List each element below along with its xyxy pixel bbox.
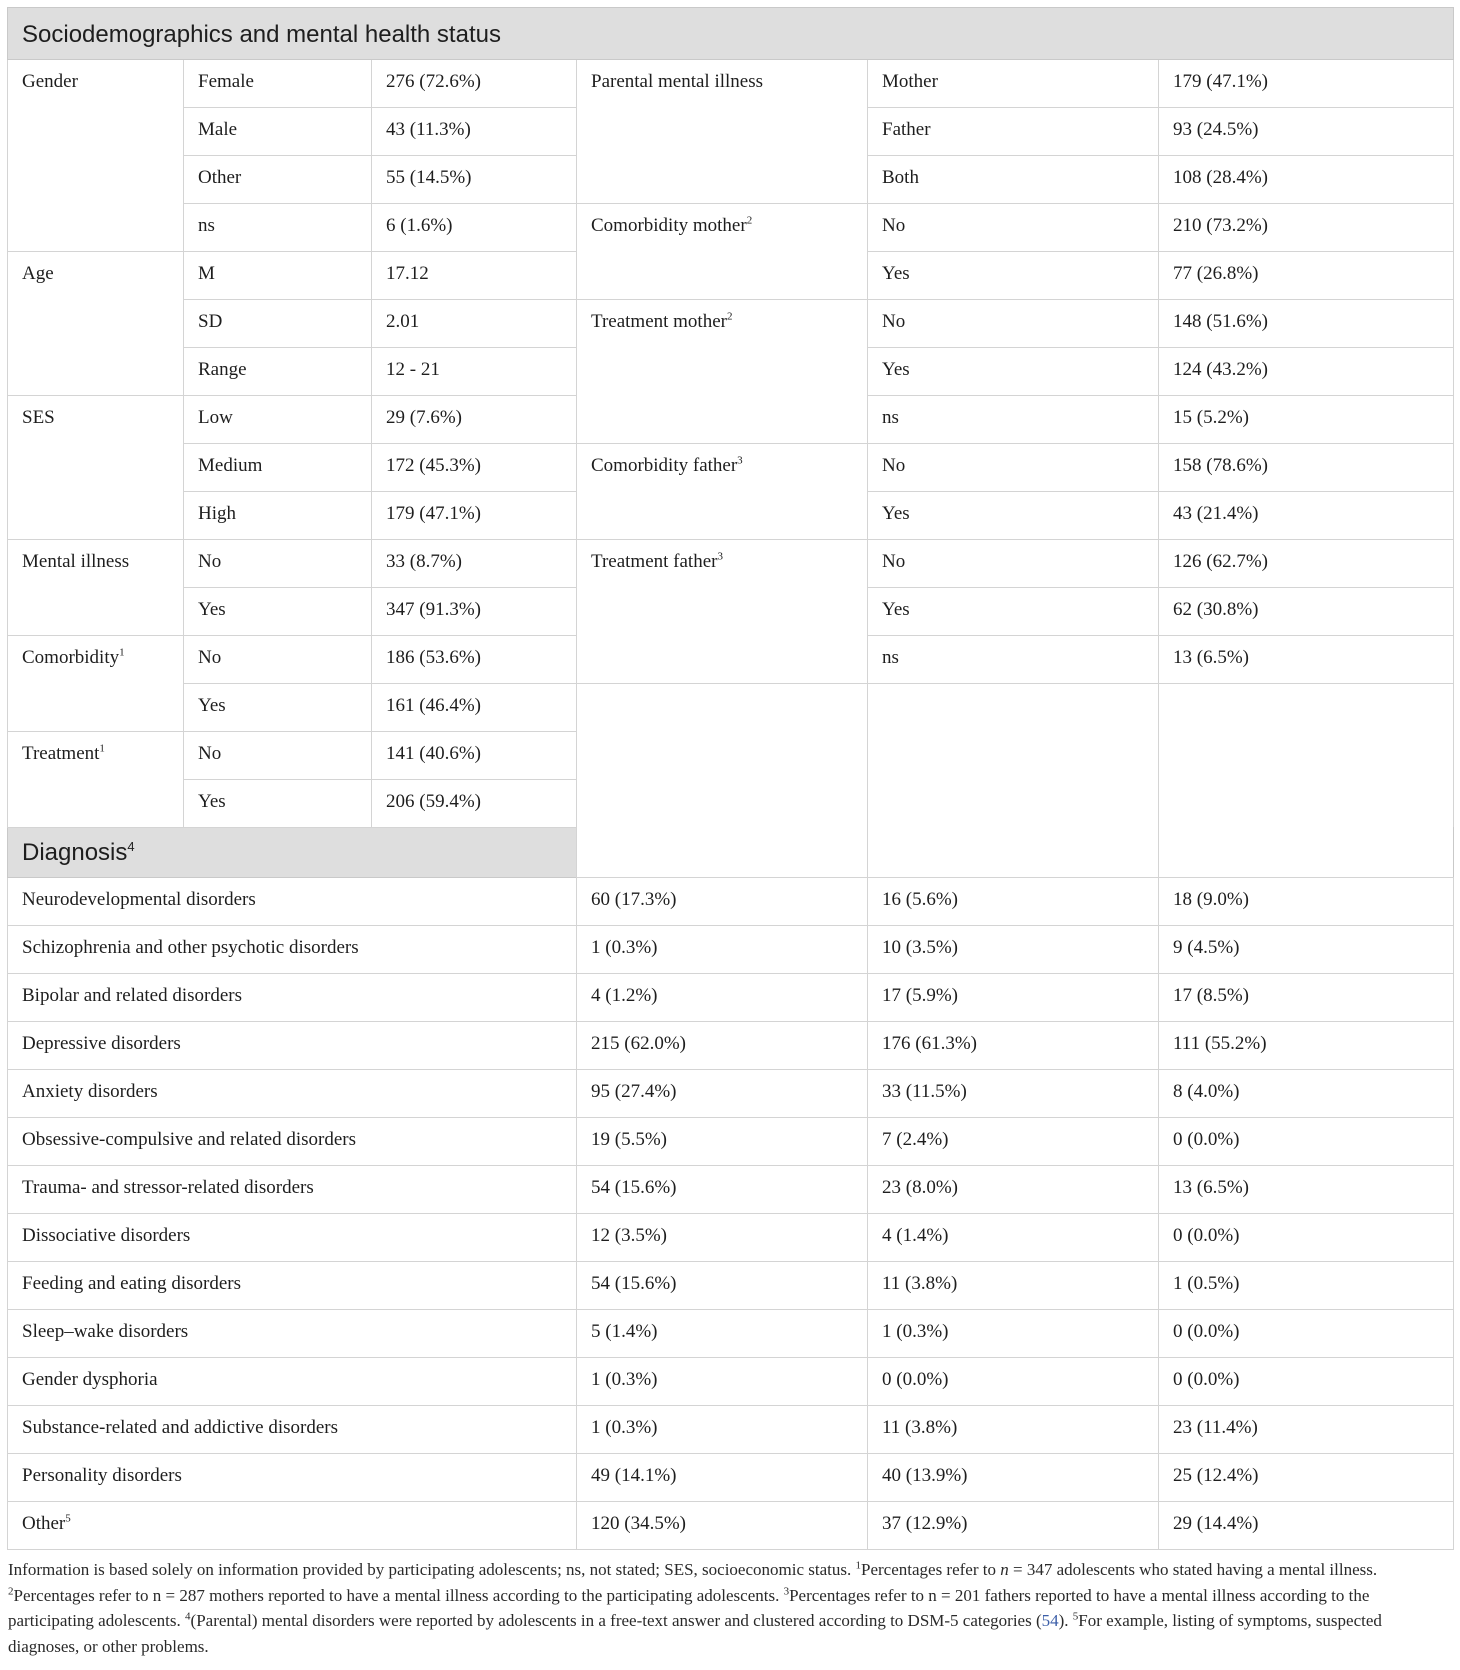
diagnosis-name: Schizophrenia and other psychotic disorders: [8, 926, 577, 974]
diagnosis-fathers-value: 111 (55.2%): [1159, 1022, 1454, 1070]
row-category: No: [868, 540, 1159, 588]
diagnosis-row: [8, 1454, 1454, 1502]
diagnosis-row: [8, 1406, 1454, 1454]
diagnosis-adolescents-value: 1 (0.3%): [577, 1406, 868, 1454]
table-footnote: Information is based solely on information provided by participating adolescents; ns, not stated; SES, socioeconomic status. $^1$Percentages refer to n = 347 adolescents who stated having a mental illness. $^2$Percentages refer to n = 287 mothers reported to have a mental illness according to the participating adolescents. $^3$Percentages refer to n = 201 fathers reported to have a mental illness according to the participating adolescents. $^4$(Parental) mental disorders were reported by adolescents in a free-text answer and clustered according to DSM-5 categories (54). $^5$For example, listing of symptoms, suspected diagnoses, or other problems.: [8, 1559, 1382, 1656]
row-value: 172 (45.3%): [372, 444, 577, 492]
row-value: 179 (47.1%): [372, 492, 577, 540]
table-row: [8, 444, 1454, 492]
diagnosis-fathers-value: 1 (0.5%): [1159, 1262, 1454, 1310]
sociodemographics-table: [7, 7, 1454, 1550]
row-value: 126 (62.7%): [1159, 540, 1454, 588]
row-category: No: [184, 732, 372, 780]
document: [7, 7, 1453, 1659]
row-value: 15 (5.2%): [1159, 396, 1454, 444]
row-category: Yes: [868, 252, 1159, 300]
diagnosis-mothers-value: 176 (61.3%): [868, 1022, 1159, 1070]
row-value: 12 - 21: [372, 348, 577, 396]
diagnosis-row: [8, 1166, 1454, 1214]
diagnosis-fathers-value: 13 (6.5%): [1159, 1166, 1454, 1214]
diagnosis-name: Obsessive-compulsive and related disorders: [8, 1118, 577, 1166]
row-category: Yes: [868, 492, 1159, 540]
diagnosis-mothers-value: 37 (12.9%): [868, 1502, 1159, 1550]
row-value: 179 (47.1%): [1159, 60, 1454, 108]
diagnosis-adolescents-value: 5 (1.4%): [577, 1310, 868, 1358]
diagnosis-name: Substance-related and addictive disorders: [8, 1406, 577, 1454]
row-value: 206 (59.4%): [372, 780, 577, 828]
row-category: Range: [184, 348, 372, 396]
diagnosis-mothers-value: 0 (0.0%): [868, 1358, 1159, 1406]
table-title-row: [8, 8, 1454, 60]
row-category: ns: [868, 636, 1159, 684]
diagnosis-fathers-value: 18 (9.0%): [1159, 878, 1454, 926]
row-category: No: [184, 636, 372, 684]
diagnosis-mothers-value: 11 (3.8%): [868, 1262, 1159, 1310]
diagnosis-fathers-value: 9 (4.5%): [1159, 926, 1454, 974]
row-value: 124 (43.2%): [1159, 348, 1454, 396]
group-label-comorbidity-mother: Comorbidity mother$^2$: [577, 204, 868, 300]
diagnosis-mothers-value: 11 (3.8%): [868, 1406, 1159, 1454]
row-category: Male: [184, 108, 372, 156]
row-value: 43 (11.3%): [372, 108, 577, 156]
diagnosis-row: [8, 1214, 1454, 1262]
row-value: 148 (51.6%): [1159, 300, 1454, 348]
row-category: Female: [184, 60, 372, 108]
group-label-age: Age: [8, 252, 184, 396]
table-row: [8, 204, 1454, 252]
diagnosis-adolescents-value: 60 (17.3%): [577, 878, 868, 926]
row-category: Yes: [868, 588, 1159, 636]
diagnosis-mothers-value: 33 (11.5%): [868, 1070, 1159, 1118]
row-category: No: [868, 300, 1159, 348]
diagnosis-adolescents-value: 54 (15.6%): [577, 1262, 868, 1310]
diagnosis-row: [8, 1070, 1454, 1118]
row-category: Father: [868, 108, 1159, 156]
row-category: Yes: [184, 588, 372, 636]
diagnosis-fathers-value: 17 (8.5%): [1159, 974, 1454, 1022]
diagnosis-fathers-value: 0 (0.0%): [1159, 1118, 1454, 1166]
row-category: Low: [184, 396, 372, 444]
row-category: ns: [184, 204, 372, 252]
group-label-treatment-father: Treatment father$^3$: [577, 540, 868, 684]
row-value: 55 (14.5%): [372, 156, 577, 204]
diagnosis-fathers-value: 0 (0.0%): [1159, 1310, 1454, 1358]
diagnosis-name: Bipolar and related disorders: [8, 974, 577, 1022]
row-category: Yes: [868, 348, 1159, 396]
row-category: SD: [184, 300, 372, 348]
diagnosis-adolescents-value: 19 (5.5%): [577, 1118, 868, 1166]
diagnosis-mothers-value: 1 (0.3%): [868, 1310, 1159, 1358]
diagnosis-row: [8, 1022, 1454, 1070]
group-label-parental-mental-illness: Parental mental illness: [577, 60, 868, 204]
row-value: 276 (72.6%): [372, 60, 577, 108]
diagnosis-fathers-value: 0 (0.0%): [1159, 1358, 1454, 1406]
row-category: Both: [868, 156, 1159, 204]
row-category: Yes: [184, 684, 372, 732]
diagnosis-row: [8, 974, 1454, 1022]
row-category: Mother: [868, 60, 1159, 108]
group-label-treatment: Treatment$^1$: [8, 732, 184, 828]
table-row: [8, 684, 1454, 732]
group-label-comorbidity-father: Comorbidity father$^3$: [577, 444, 868, 540]
table-row: [8, 300, 1454, 348]
diagnosis-adolescents-value: 120 (34.5%): [577, 1502, 868, 1550]
diagnosis-mothers-value: 17 (5.9%): [868, 974, 1159, 1022]
diagnosis-row: [8, 1118, 1454, 1166]
empty-cell: [577, 684, 868, 878]
row-category: No: [868, 444, 1159, 492]
table-row: [8, 540, 1454, 588]
row-value: 77 (26.8%): [1159, 252, 1454, 300]
diagnosis-row: [8, 926, 1454, 974]
group-label-mental-illness: Mental illness: [8, 540, 184, 636]
row-value: 186 (53.6%): [372, 636, 577, 684]
diagnosis-adolescents-value: 49 (14.1%): [577, 1454, 868, 1502]
diagnosis-name: Sleep–wake disorders: [8, 1310, 577, 1358]
group-label-ses: SES: [8, 396, 184, 540]
row-value: 33 (8.7%): [372, 540, 577, 588]
diagnosis-adolescents-value: 215 (62.0%): [577, 1022, 868, 1070]
row-value: 6 (1.6%): [372, 204, 577, 252]
reference-link[interactable]: 54: [1041, 1611, 1059, 1630]
table-title: Sociodemographics and mental health status: [8, 8, 1454, 60]
diagnosis-mothers-value: 23 (8.0%): [868, 1166, 1159, 1214]
row-value: 210 (73.2%): [1159, 204, 1454, 252]
row-category: ns: [868, 396, 1159, 444]
diagnosis-mothers-value: 16 (5.6%): [868, 878, 1159, 926]
row-category: Other: [184, 156, 372, 204]
diagnosis-mothers-value: 7 (2.4%): [868, 1118, 1159, 1166]
diagnosis-adolescents-value: 4 (1.2%): [577, 974, 868, 1022]
row-category: Yes: [184, 780, 372, 828]
row-value: 62 (30.8%): [1159, 588, 1454, 636]
diagnosis-name: Gender dysphoria: [8, 1358, 577, 1406]
table-row: [8, 60, 1454, 108]
diagnosis-adolescents-value: 1 (0.3%): [577, 926, 868, 974]
row-value: 347 (91.3%): [372, 588, 577, 636]
empty-cell: [868, 684, 1159, 878]
diagnosis-mothers-value: 10 (3.5%): [868, 926, 1159, 974]
diagnosis-adolescents-value: 1 (0.3%): [577, 1358, 868, 1406]
row-value: 43 (21.4%): [1159, 492, 1454, 540]
group-label-gender: Gender: [8, 60, 184, 252]
diagnosis-name: Depressive disorders: [8, 1022, 577, 1070]
diagnosis-header: Diagnosis$^4$: [8, 828, 577, 878]
diagnosis-adolescents-value: 54 (15.6%): [577, 1166, 868, 1214]
diagnosis-name: Dissociative disorders: [8, 1214, 577, 1262]
diagnosis-name: Neurodevelopmental disorders: [8, 878, 577, 926]
diagnosis-row: [8, 1262, 1454, 1310]
row-value: 17.12: [372, 252, 577, 300]
diagnosis-mothers-value: 4 (1.4%): [868, 1214, 1159, 1262]
row-category: M: [184, 252, 372, 300]
diagnosis-adolescents-value: 95 (27.4%): [577, 1070, 868, 1118]
diagnosis-row: [8, 878, 1454, 926]
diagnosis-fathers-value: 0 (0.0%): [1159, 1214, 1454, 1262]
row-value: 108 (28.4%): [1159, 156, 1454, 204]
diagnosis-mothers-value: 40 (13.9%): [868, 1454, 1159, 1502]
diagnosis-fathers-value: 25 (12.4%): [1159, 1454, 1454, 1502]
diagnosis-fathers-value: 23 (11.4%): [1159, 1406, 1454, 1454]
diagnosis-name: Personality disorders: [8, 1454, 577, 1502]
group-label-treatment-mother: Treatment mother$^2$: [577, 300, 868, 444]
diagnosis-name: Anxiety disorders: [8, 1070, 577, 1118]
row-category: Medium: [184, 444, 372, 492]
group-label-comorbidity: Comorbidity$^1$: [8, 636, 184, 732]
row-category: No: [184, 540, 372, 588]
diagnosis-fathers-value: 8 (4.0%): [1159, 1070, 1454, 1118]
diagnosis-row: [8, 1358, 1454, 1406]
empty-cell: [1159, 684, 1454, 878]
diagnosis-rows: [8, 878, 1454, 1550]
row-value: 141 (40.6%): [372, 732, 577, 780]
diagnosis-row: [8, 1310, 1454, 1358]
row-value: 2.01: [372, 300, 577, 348]
diagnosis-row: [8, 1502, 1454, 1550]
diagnosis-fathers-value: 29 (14.4%): [1159, 1502, 1454, 1550]
diagnosis-adolescents-value: 12 (3.5%): [577, 1214, 868, 1262]
row-value: 93 (24.5%): [1159, 108, 1454, 156]
diagnosis-name: Trauma- and stressor-related disorders: [8, 1166, 577, 1214]
row-value: 29 (7.6%): [372, 396, 577, 444]
row-value: 13 (6.5%): [1159, 636, 1454, 684]
row-category: No: [868, 204, 1159, 252]
row-value: 161 (46.4%): [372, 684, 577, 732]
diagnosis-name: Feeding and eating disorders: [8, 1262, 577, 1310]
row-category: High: [184, 492, 372, 540]
diagnosis-name: Other$^5$: [8, 1502, 577, 1550]
row-value: 158 (78.6%): [1159, 444, 1454, 492]
